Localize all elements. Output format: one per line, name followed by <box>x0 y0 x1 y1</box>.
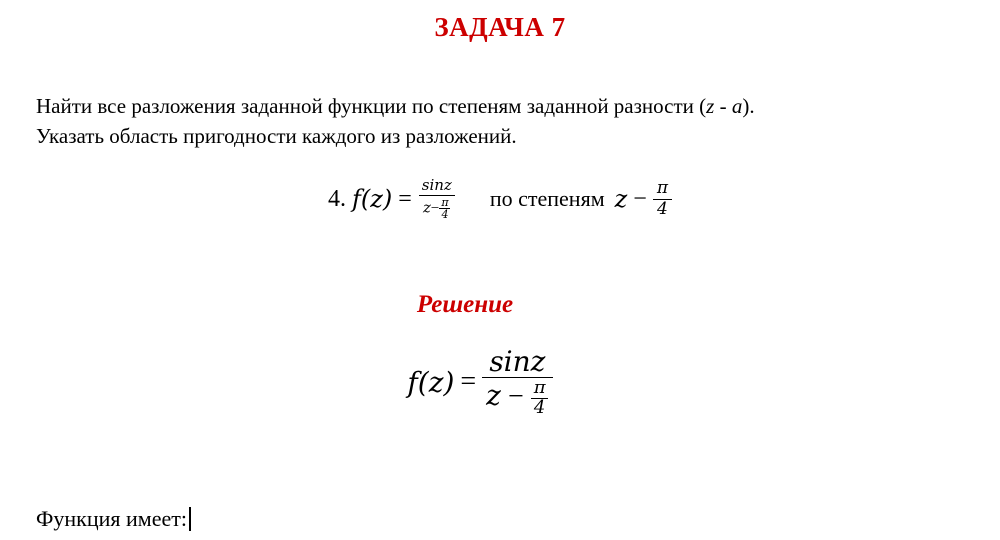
solution-heading: Решение <box>416 290 514 318</box>
problem-equals: = <box>398 185 412 212</box>
problem-denominator-var: z <box>423 198 431 217</box>
solution-formula <box>0 344 1000 418</box>
solution-denominator-inner-den: 4 <box>531 398 548 418</box>
solution-fraction <box>482 344 552 418</box>
problem-denominator <box>419 195 455 221</box>
text-caret <box>189 507 191 531</box>
problem-index: 4. <box>327 185 346 212</box>
problem-statement <box>36 91 936 152</box>
problem-denominator-minus: − <box>430 200 440 217</box>
by-powers-var: z <box>614 185 628 214</box>
statement-line1-italic: z - a <box>706 94 743 118</box>
solution-equals: = <box>460 366 477 398</box>
problem-denominator-inner-den: 4 <box>441 208 449 222</box>
problem-denominator-inner-num: π <box>441 195 449 209</box>
solution-denominator <box>482 377 552 418</box>
statement-line2: Указать область пригодности каждого из разложений. <box>36 124 517 149</box>
problem-function-label: f(z) <box>351 185 393 214</box>
problem-fraction <box>418 175 456 222</box>
problem-denominator-inner-fraction <box>439 197 450 221</box>
statement-line1-after: ). <box>742 94 755 118</box>
footer-text-line <box>36 506 191 532</box>
by-powers-text: по степеням <box>489 186 605 212</box>
by-powers-frac-den: 4 <box>653 199 672 219</box>
problem-numerator: sinz <box>421 175 452 194</box>
solution-function-label: f(z) <box>407 365 455 399</box>
page-title: ЗАДАЧА 7 <box>434 12 566 42</box>
footer-text: Функция имеет: <box>36 506 187 531</box>
statement-line1-before: Найти все разложения заданной функции по степеням заданной разности ( <box>36 94 707 118</box>
solution-denominator-inner-fraction <box>531 379 549 418</box>
by-powers-minus: − <box>633 185 647 212</box>
by-powers-fraction <box>653 177 672 219</box>
solution-denominator-minus: − <box>507 380 524 412</box>
by-powers-frac-num: π <box>656 177 669 198</box>
document-page <box>0 12 1000 540</box>
problem-formula <box>0 175 1000 222</box>
solution-denominator-var: z <box>486 378 501 412</box>
solution-denominator-inner-num: π <box>533 377 546 399</box>
solution-numerator: sinz <box>489 344 546 378</box>
